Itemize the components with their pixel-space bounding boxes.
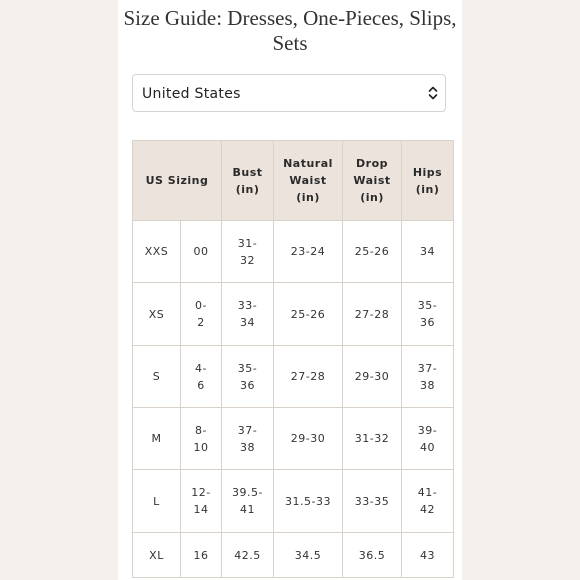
cell-drop-waist: 36.5: [343, 533, 402, 578]
size-table: [132, 140, 454, 578]
cell-hips: 37- 38: [402, 346, 454, 408]
chevron-up-down-icon: [427, 85, 439, 101]
cell-hips: 35- 36: [402, 283, 454, 346]
cell-bust: 39.5- 41: [222, 470, 274, 533]
header-hips: Hips (in): [402, 141, 454, 221]
cell-natural-waist: 27-28: [274, 346, 343, 408]
cell-size-number: 16: [181, 533, 222, 578]
cell-hips: 39- 40: [402, 408, 454, 470]
page-title-line-1: Size Guide: Dresses, One-Pieces, Slips,: [123, 6, 457, 30]
table-row: [133, 533, 454, 578]
table-row: [133, 346, 454, 408]
header-drop-waist: Drop Waist (in): [343, 141, 402, 221]
cell-natural-waist: 23-24: [274, 221, 343, 283]
cell-drop-waist: 25-26: [343, 221, 402, 283]
page-title-line-2: Sets: [272, 31, 308, 55]
cell-size-number: 0- 2: [181, 283, 222, 346]
cell-size-number: 12- 14: [181, 470, 222, 533]
region-select[interactable]: [132, 74, 446, 112]
table-row: [133, 283, 454, 346]
cell-size-number: 8- 10: [181, 408, 222, 470]
cell-size-letter: S: [133, 346, 181, 408]
cell-natural-waist: 25-26: [274, 283, 343, 346]
header-us-sizing: US Sizing: [133, 141, 222, 221]
cell-hips: 43: [402, 533, 454, 578]
cell-size-letter: M: [133, 408, 181, 470]
cell-bust: 35- 36: [222, 346, 274, 408]
cell-size-number: 4- 6: [181, 346, 222, 408]
header-natural-waist: Natural Waist (in): [274, 141, 343, 221]
cell-drop-waist: 31-32: [343, 408, 402, 470]
table-row: [133, 470, 454, 533]
table-row: [133, 408, 454, 470]
cell-natural-waist: 29-30: [274, 408, 343, 470]
cell-hips: 34: [402, 221, 454, 283]
page-title: [118, 6, 462, 56]
cell-natural-waist: 34.5: [274, 533, 343, 578]
cell-hips: 41- 42: [402, 470, 454, 533]
header-bust: Bust (in): [222, 141, 274, 221]
cell-drop-waist: 33-35: [343, 470, 402, 533]
table-row: [133, 221, 454, 283]
cell-bust: 42.5: [222, 533, 274, 578]
cell-drop-waist: 27-28: [343, 283, 402, 346]
cell-size-letter: L: [133, 470, 181, 533]
cell-bust: 37- 38: [222, 408, 274, 470]
region-select-value: United States: [142, 86, 241, 102]
table-header-row: [133, 141, 454, 221]
cell-size-letter: XXS: [133, 221, 181, 283]
cell-size-letter: XL: [133, 533, 181, 578]
cell-natural-waist: 31.5-33: [274, 470, 343, 533]
cell-bust: 33- 34: [222, 283, 274, 346]
cell-size-number: 00: [181, 221, 222, 283]
cell-size-letter: XS: [133, 283, 181, 346]
cell-bust: 31- 32: [222, 221, 274, 283]
cell-drop-waist: 29-30: [343, 346, 402, 408]
